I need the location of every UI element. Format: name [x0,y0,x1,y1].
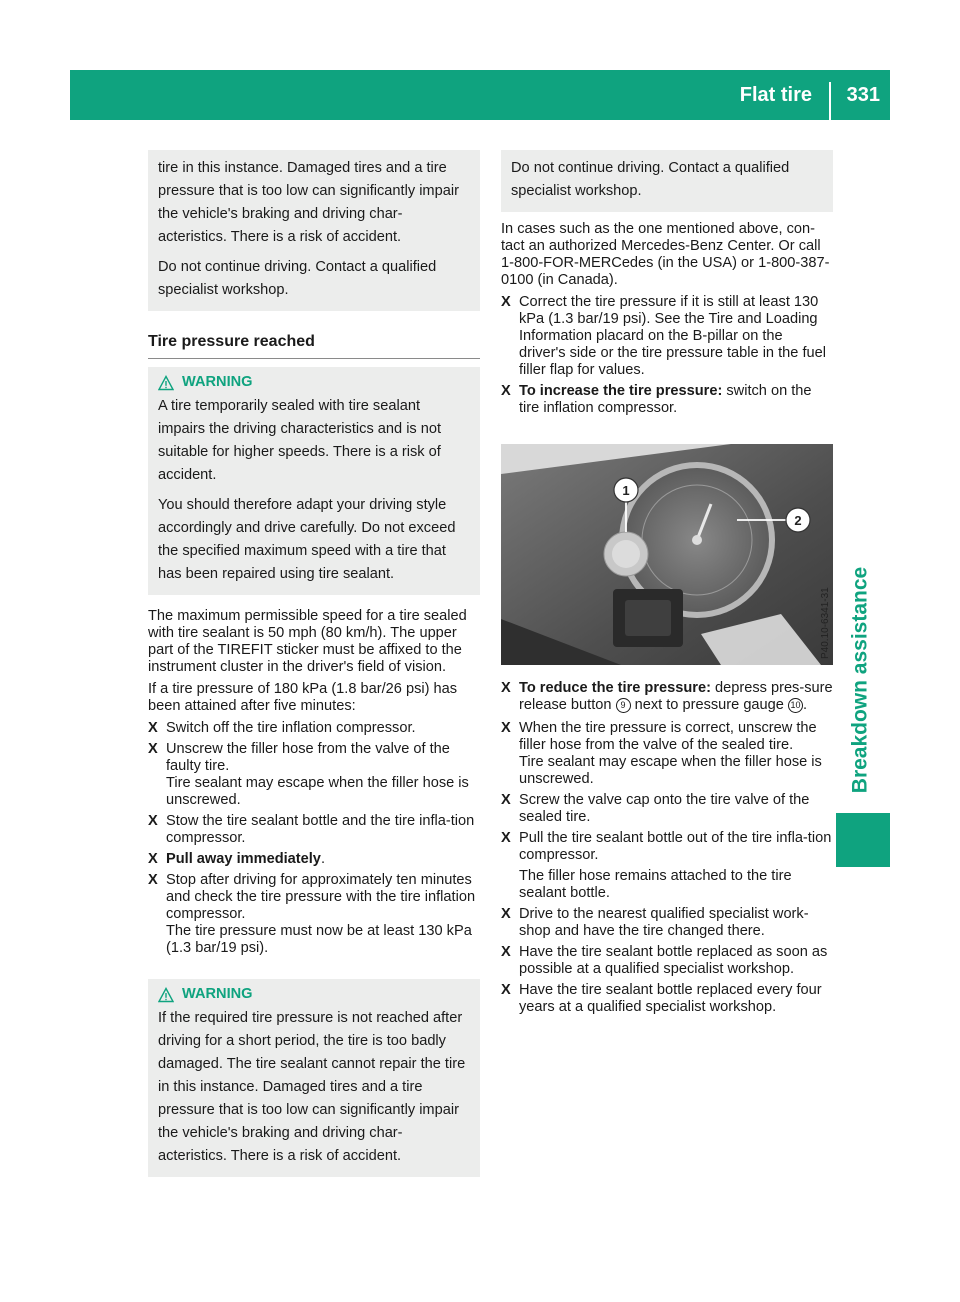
instruction-step [501,680,833,714]
right-column-lower [501,680,833,1016]
step-marker-icon: X [501,830,511,846]
instruction-step [501,982,833,1016]
continued-warning-box [148,150,480,311]
instruction-step [501,906,833,940]
right-column [501,150,833,417]
left-column [148,150,480,1177]
callout-ref-9: 9 [616,698,631,713]
instruction-step [501,792,833,826]
step-marker-icon: X [148,741,158,757]
callout-ref-10: 10 [788,698,803,713]
step-text: Stow the tire sealant bottle and the tire infla-tion compressor. [166,813,475,846]
step-note: Tire sealant may escape when the filler hose is unscrewed. [519,754,822,787]
warning-title [158,986,470,1003]
step-marker-icon: X [148,851,158,867]
continued-warning-box [501,150,833,212]
step-text: Screw the valve cap onto the tire valve of the sealed tire. [519,792,810,825]
step-punct: . [802,697,808,713]
warning-text: A tire temporarily sealed with tire sealant impairs the driving characteristics and is not suitable for higher speeds. There is a risk of accident. [158,398,442,483]
step-marker-icon: X [501,906,511,922]
warning-text: Do not continue driving. Contact a qualified specialist workshop. [511,160,790,199]
warning-label: WARNING [182,986,253,1002]
step-rest-text: next to pressure gauge [630,697,788,713]
step-marker-icon: X [148,813,158,829]
warning-text: You should therefore adapt your driving style accordingly and drive carefully. Do not exceed the specified maximum speed with a tire that has been repaired using tire sealant. [158,497,456,582]
step-marker-icon: X [148,872,158,888]
warning-icon [158,987,174,1003]
step-text [519,383,833,417]
step-marker-icon: X [501,982,511,998]
instruction-step [501,720,833,788]
step-marker-icon: X [501,792,511,808]
warning-box [148,979,480,1177]
step-text: Stop after driving for approximately ten minutes and check the tire pressure with the tire inflation compressor. [166,872,476,922]
step-bold-text: To increase the tire pressure: [519,383,723,399]
step-marker-icon: X [501,720,511,736]
step-rest-text: depress pres-sure release button [519,680,833,713]
instruction-step [148,741,480,809]
step-text: When the tire pressure is correct, unscrew the filler hose from the valve of the sealed tire. [519,720,817,753]
warning-text: If the required tire pressure is not reached after driving for a short period, the tire is too badly damaged. The tire sealant cannot repair the tire in this instance. Damaged tires and a tire pressure that is too low can significantly impair the vehicle's braking and driving char-acteristics. There is a risk of accident. [158,1010,466,1164]
step-marker-icon: X [501,294,511,310]
step-punct: . [320,851,325,867]
header-divider [829,82,831,120]
instruction-step [501,294,833,379]
callout-2: 2 [794,513,802,528]
warning-box [148,367,480,595]
step-note: The filler hose remains attached to the tire sealant bottle. [519,868,792,901]
warning-icon [158,375,174,391]
step-marker-icon: X [501,680,511,696]
step-note: The tire pressure must now be at least 130 kPa (1.3 bar/19 psi). [166,923,472,956]
instruction-step [148,851,480,868]
callout-1: 1 [622,483,630,498]
compressor-illustration [501,444,833,665]
section-title: Flat tire [739,84,812,106]
step-text [166,851,480,868]
section-heading: Tire pressure reached [148,333,315,350]
figure-code: P40.10-6341-31 [820,587,831,659]
body-paragraph: In cases such as the one mentioned above, con-tact an authorized Mercedes-Benz Center. Or call 1-800-FOR-MERCedes (in the USA) or 1-800-387-0100 (in Canada). [501,221,830,288]
step-marker-icon: X [501,383,511,399]
body-paragraph: The maximum permissible speed for a tire sealed with tire sealant is 50 mph (80 km/h). The upper part of the TIREFIT sticker must be affixed to the instrument cluster in the driver's field of vision. [148,608,467,675]
step-text: Unscrew the filler hose from the valve of the faulty tire. [166,741,450,774]
page-number: 331 [846,84,880,106]
instruction-step [501,830,833,902]
step-text: Have the tire sealant bottle replaced as soon as possible at a qualified specialist workshop. [519,944,828,977]
step-text: Drive to the nearest qualified specialist work-shop and have the tire changed there. [519,906,809,939]
header-band [70,70,890,120]
warning-text: Do not continue driving. Contact a qualified specialist workshop. [158,259,437,298]
step-text: Correct the tire pressure if it is still at least 130 kPa (1.3 bar/19 psi). See the Tire and Loading Information placard on the B-pillar on the driver's side or the tire pressure table in the fuel filler flap for values. [519,294,826,378]
warning-text: tire in this instance. Damaged tires and a tire pressure that is too low can significantly impair the vehicle's braking and driving char-acteristics. There is a risk of accident. [158,160,459,245]
instruction-step [501,944,833,978]
step-bold-text: To reduce the tire pressure: [519,680,711,696]
step-text: Pull the tire sealant bottle out of the tire infla-tion compressor. [519,830,832,863]
instruction-step [148,872,480,957]
side-tab-label: Breakdown assistance [848,566,872,794]
instruction-step [501,383,833,417]
side-tab-marker [836,813,890,867]
step-text: Have the tire sealant bottle replaced every four years at a qualified specialist workshop. [519,982,822,1015]
step-text: Switch off the tire inflation compressor. [166,720,416,736]
instruction-step [148,813,480,847]
step-bold-text: Pull away immediately [166,851,321,867]
step-marker-icon: X [501,944,511,960]
instruction-step [148,720,480,737]
compressor-graphic [501,444,833,665]
step-marker-icon: X [148,720,158,736]
step-note: Tire sealant may escape when the filler hose is unscrewed. [166,775,469,808]
body-paragraph: If a tire pressure of 180 kPa (1.8 bar/26 psi) has been attained after five minutes: [148,681,458,714]
step-rest-text: switch on the tire inflation compressor. [519,383,812,416]
warning-title [158,374,470,391]
warning-label: WARNING [182,374,253,390]
step-text [519,680,833,714]
